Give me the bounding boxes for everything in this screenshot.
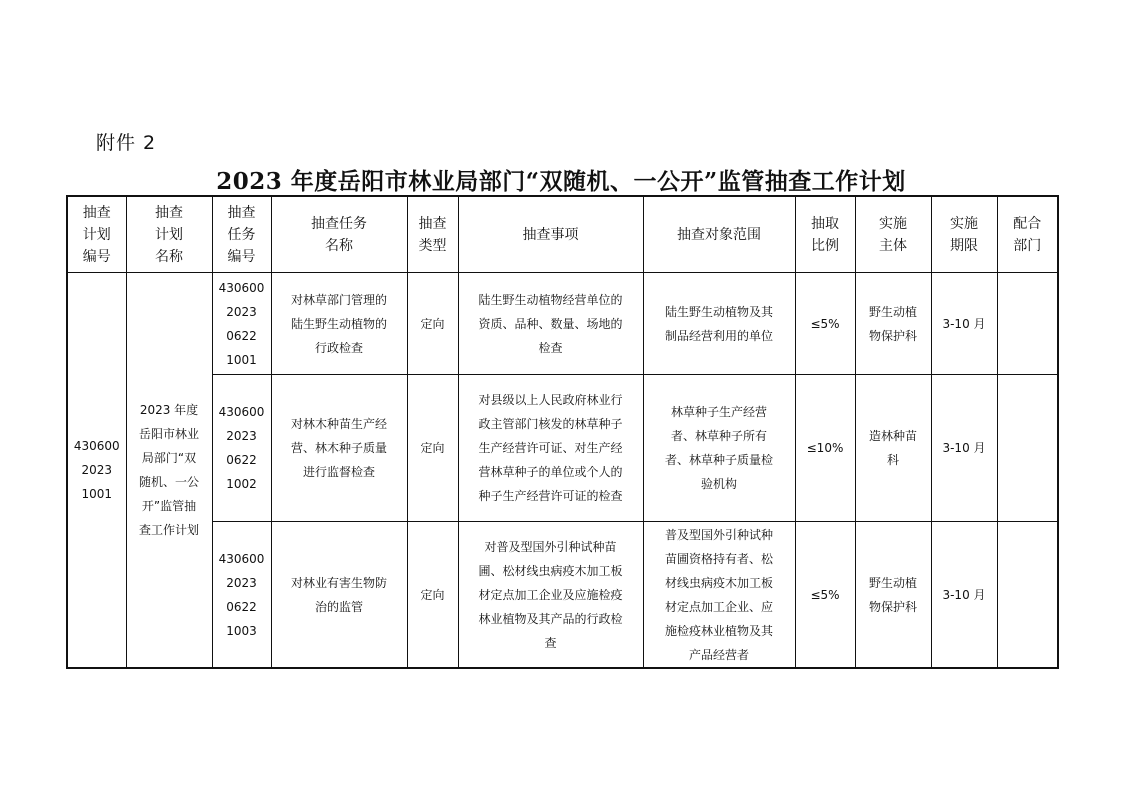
inspection-items-cell: 陆生野生动植物经营单位的 资质、品种、数量、场地的 检查	[458, 273, 643, 375]
target-scope-cell: 陆生野生动植物及其 制品经营利用的单位	[643, 273, 795, 375]
task-code-cell: 430600 2023 0622 1003	[212, 522, 271, 669]
inspection-items-cell: 对县级以上人民政府林业行 政主管部门核发的林草种子 生产经营许可证、对生产经 营林草种子的单位或个人的 种子生产经营许可证的检查	[458, 375, 643, 522]
inspection-plan-table	[66, 195, 1059, 669]
table-header-row	[67, 196, 1058, 273]
cooperation-dept-cell	[997, 273, 1058, 375]
header-executor: 实施 主体	[855, 196, 931, 273]
plan-code-cell: 430600 2023 1001	[67, 273, 126, 669]
header-sampling-ratio: 抽取 比例	[795, 196, 855, 273]
header-period: 实施 期限	[931, 196, 997, 273]
period-cell: 3-10 月	[931, 273, 997, 375]
inspection-type-cell: 定向	[407, 273, 458, 375]
inspection-type-cell: 定向	[407, 522, 458, 669]
task-name-cell: 对林业有害生物防 治的监管	[271, 522, 407, 669]
executor-cell: 造林种苗 科	[855, 375, 931, 522]
attachment-label: 附件 2	[96, 132, 157, 154]
header-target-scope: 抽查对象范围	[643, 196, 795, 273]
header-plan-name: 抽查 计划 名称	[126, 196, 212, 273]
period-cell: 3-10 月	[931, 375, 997, 522]
header-inspection-type: 抽查 类型	[407, 196, 458, 273]
sampling-ratio-cell: ≤10%	[795, 375, 855, 522]
table-row	[67, 522, 1058, 669]
executor-cell: 野生动植 物保护科	[855, 273, 931, 375]
task-code-cell: 430600 2023 0622 1002	[212, 375, 271, 522]
sampling-ratio-cell: ≤5%	[795, 522, 855, 669]
sampling-ratio-cell: ≤5%	[795, 273, 855, 375]
table-row	[67, 273, 1058, 375]
header-plan-code: 抽查 计划 编号	[67, 196, 126, 273]
header-task-code: 抽查 任务 编号	[212, 196, 271, 273]
executor-cell: 野生动植 物保护科	[855, 522, 931, 669]
header-inspection-items: 抽查事项	[458, 196, 643, 273]
inspection-items-cell: 对普及型国外引种试种苗 圃、松材线虫病疫木加工板 材定点加工企业及应施检疫 林业植物及其产品的行政检 查	[458, 522, 643, 669]
table-row	[67, 375, 1058, 522]
header-task-name: 抽查任务 名称	[271, 196, 407, 273]
period-cell: 3-10 月	[931, 522, 997, 669]
target-scope-cell: 林草种子生产经营 者、林草种子所有 者、林草种子质量检 验机构	[643, 375, 795, 522]
document-title: 2023 年度岳阳市林业局部门“双随机、一公开”监管抽查工作计划	[216, 168, 906, 195]
task-name-cell: 对林木种苗生产经 营、林木种子质量 进行监督检查	[271, 375, 407, 522]
task-code-cell: 430600 2023 0622 1001	[212, 273, 271, 375]
header-cooperation-dept: 配合 部门	[997, 196, 1058, 273]
inspection-type-cell: 定向	[407, 375, 458, 522]
cooperation-dept-cell	[997, 375, 1058, 522]
task-name-cell: 对林草部门管理的 陆生野生动植物的 行政检查	[271, 273, 407, 375]
plan-name-cell: 2023 年度 岳阳市林业 局部门“双 随机、一公 开”监管抽 查工作计划	[126, 273, 212, 669]
target-scope-cell: 普及型国外引种试种 苗圃资格持有者、松 材线虫病疫木加工板 材定点加工企业、应 施检疫林业植物及其 产品经营者	[643, 522, 795, 669]
cooperation-dept-cell	[997, 522, 1058, 669]
